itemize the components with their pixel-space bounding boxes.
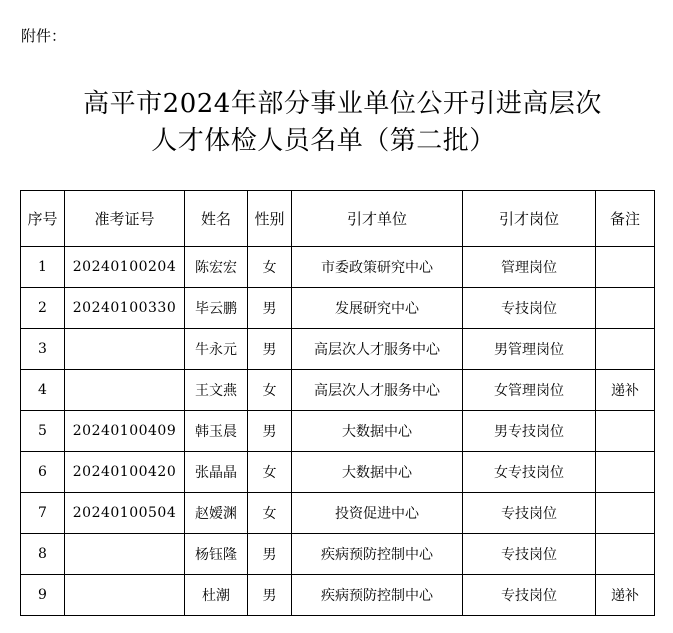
- cell-exam-id: 20240100409: [65, 411, 185, 452]
- cell-exam-id: 20240100330: [65, 288, 185, 329]
- cell-unit: 市委政策研究中心: [292, 247, 463, 288]
- cell-position: 专技岗位: [463, 493, 596, 534]
- attachment-label: 附件：: [21, 27, 67, 45]
- table-row: [21, 575, 655, 616]
- cell-remark: [596, 411, 655, 452]
- header-unit: 引才单位: [292, 191, 463, 247]
- cell-position: 管理岗位: [463, 247, 596, 288]
- cell-name: 杜潮: [185, 575, 248, 616]
- cell-gender: 男: [248, 575, 292, 616]
- cell-name: 杨钰隆: [185, 534, 248, 575]
- cell-exam-id: 20240100504: [65, 493, 185, 534]
- cell-index: 6: [21, 452, 65, 493]
- table-row: [21, 370, 655, 411]
- cell-name: 牛永元: [185, 329, 248, 370]
- cell-unit: 疾病预防控制中心: [292, 534, 463, 575]
- cell-index: 8: [21, 534, 65, 575]
- cell-gender: 男: [248, 288, 292, 329]
- cell-unit: 高层次人才服务中心: [292, 370, 463, 411]
- cell-index: 2: [21, 288, 65, 329]
- cell-exam-id: [65, 370, 185, 411]
- cell-position: 女专技岗位: [463, 452, 596, 493]
- cell-name: 毕云鹏: [185, 288, 248, 329]
- cell-unit: 大数据中心: [292, 411, 463, 452]
- cell-position: 专技岗位: [463, 534, 596, 575]
- cell-index: 7: [21, 493, 65, 534]
- cell-position: 女管理岗位: [463, 370, 596, 411]
- cell-exam-id: 20240100420: [65, 452, 185, 493]
- header-remark: 备注: [596, 191, 655, 247]
- cell-exam-id: [65, 534, 185, 575]
- table-row: [21, 288, 655, 329]
- cell-position: 专技岗位: [463, 575, 596, 616]
- header-gender: 性别: [248, 191, 292, 247]
- table-row: [21, 452, 655, 493]
- cell-exam-id: [65, 329, 185, 370]
- table-row: [21, 534, 655, 575]
- cell-name: 张晶晶: [185, 452, 248, 493]
- cell-unit: 发展研究中心: [292, 288, 463, 329]
- cell-gender: 女: [248, 370, 292, 411]
- cell-gender: 男: [248, 329, 292, 370]
- cell-remark: [596, 247, 655, 288]
- cell-remark: 递补: [596, 575, 655, 616]
- personnel-table: [20, 190, 655, 616]
- header-name: 姓名: [185, 191, 248, 247]
- table-row: [21, 411, 655, 452]
- header-position: 引才岗位: [463, 191, 596, 247]
- document-title-line-2: 人才体检人员名单（第二批）: [151, 126, 496, 156]
- cell-unit: 疾病预防控制中心: [292, 575, 463, 616]
- cell-remark: [596, 534, 655, 575]
- cell-index: 5: [21, 411, 65, 452]
- cell-position: 男专技岗位: [463, 411, 596, 452]
- cell-unit: 大数据中心: [292, 452, 463, 493]
- cell-unit: 投资促进中心: [292, 493, 463, 534]
- table-row: [21, 247, 655, 288]
- cell-position: 专技岗位: [463, 288, 596, 329]
- cell-index: 3: [21, 329, 65, 370]
- cell-exam-id: [65, 575, 185, 616]
- document-title-line-1: 高平市2024年部分事业单位公开引进高层次: [83, 89, 602, 119]
- cell-name: 赵嫒渊: [185, 493, 248, 534]
- cell-index: 4: [21, 370, 65, 411]
- cell-name: 韩玉晨: [185, 411, 248, 452]
- table-header-row: [21, 191, 655, 247]
- cell-exam-id: 20240100204: [65, 247, 185, 288]
- cell-remark: 递补: [596, 370, 655, 411]
- cell-index: 1: [21, 247, 65, 288]
- cell-remark: [596, 452, 655, 493]
- cell-position: 男管理岗位: [463, 329, 596, 370]
- cell-gender: 女: [248, 493, 292, 534]
- cell-remark: [596, 493, 655, 534]
- cell-name: 王文燕: [185, 370, 248, 411]
- cell-remark: [596, 329, 655, 370]
- cell-gender: 男: [248, 411, 292, 452]
- cell-gender: 男: [248, 534, 292, 575]
- header-exam-id: 准考证号: [65, 191, 185, 247]
- cell-remark: [596, 288, 655, 329]
- cell-gender: 女: [248, 247, 292, 288]
- header-index: 序号: [21, 191, 65, 247]
- cell-name: 陈宏宏: [185, 247, 248, 288]
- cell-index: 9: [21, 575, 65, 616]
- cell-unit: 高层次人才服务中心: [292, 329, 463, 370]
- table-row: [21, 329, 655, 370]
- cell-gender: 女: [248, 452, 292, 493]
- table-row: [21, 493, 655, 534]
